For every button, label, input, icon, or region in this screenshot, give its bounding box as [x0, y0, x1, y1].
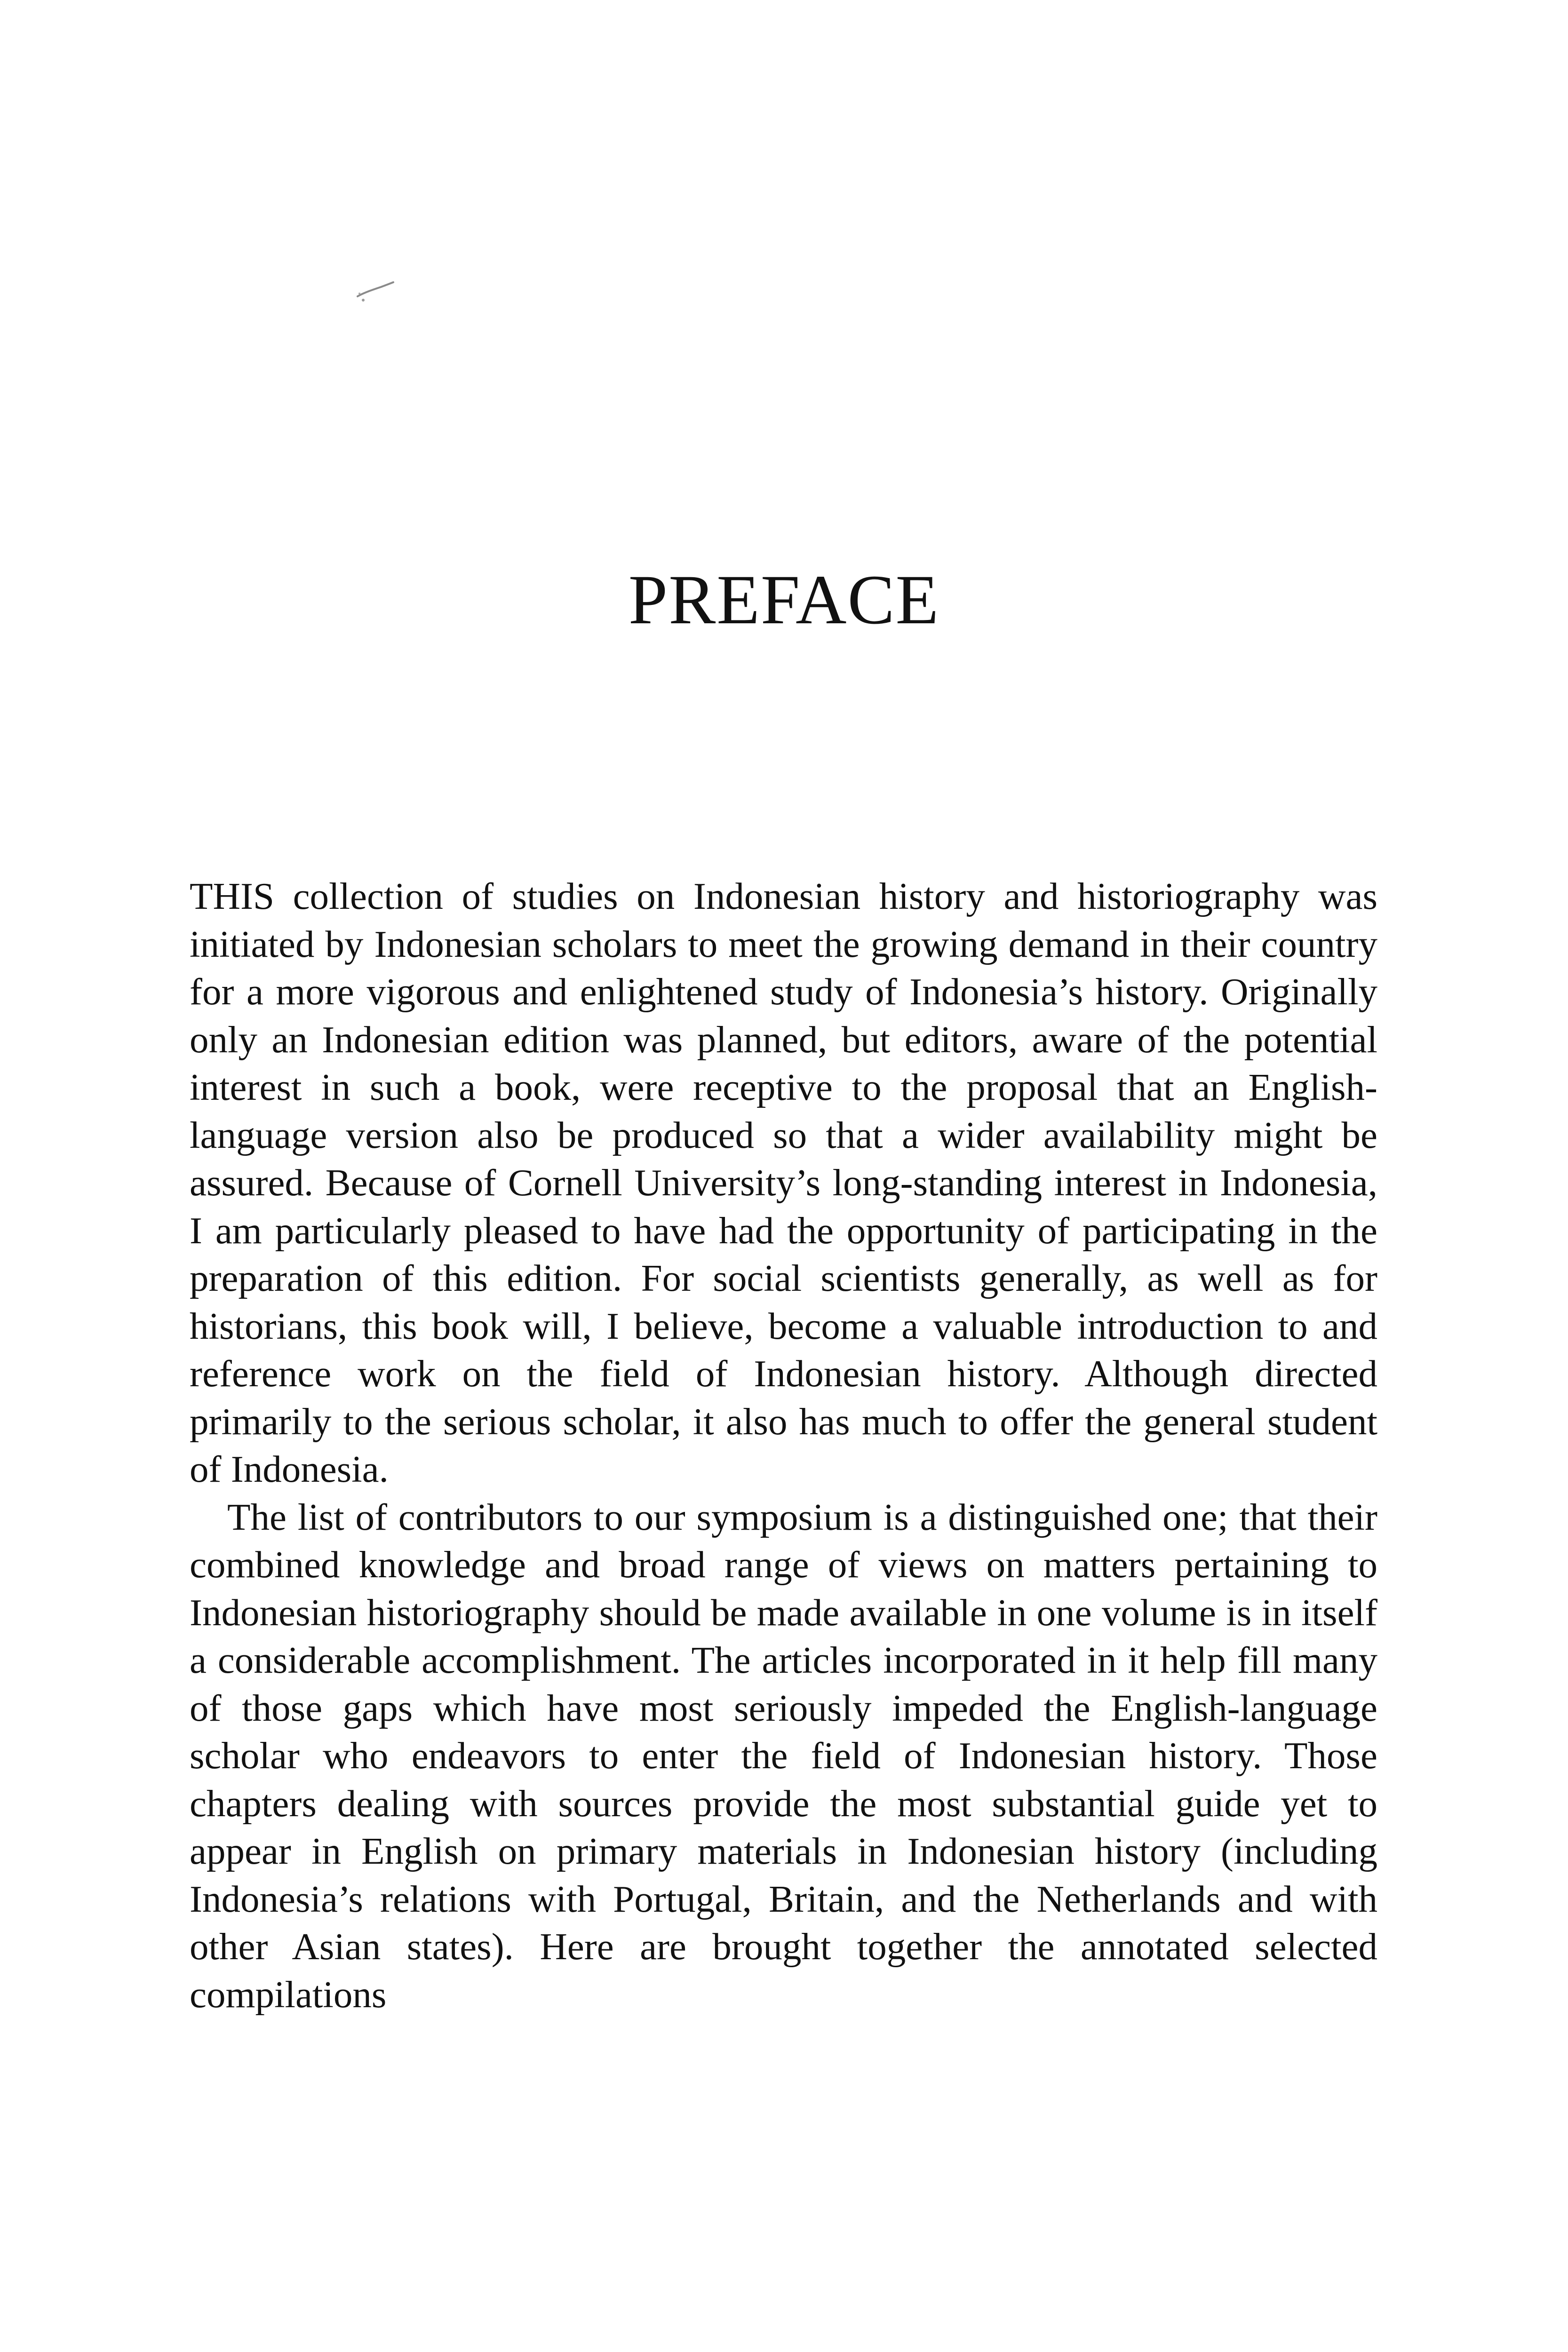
page-title: PREFACE — [628, 561, 940, 639]
paragraph-2: The list of contributors to our symposium is a distinguished one; that their combined knowledge and broad range of views on matters pertaining to Indonesian historiography should be made available in one volume is in itself a considerable accomplishment. The articles incorporated in it help fill many of those gaps which have most seriously impeded the English-language scholar who endeavors to enter the field of Indonesian history. Those chapters dealing with sources provide the most substantial guide yet to appear in English on primary materials in Indonesian history (including Indonesia’s relations with Portugal, Britain, and the Netherlands and with other Asian states). Here are brought together the annotated selected compilations — [190, 1495, 1377, 2016]
scan-speck-mark — [354, 276, 401, 304]
paragraph-1: THIS collection of studies on Indonesian history and historiography was initiated by Indonesian scholars to meet the growing demand in their country for a more vigorous and enlightened study of Indonesia’s history. Originally only an Indonesian edition was planned, but editors, aware of the potential interest in such a book, were receptive to the proposal that an English-language version also be produced so that a wider availability might be assured. Because of Cornell University’s long-standing interest in Indonesia, I am particularly pleased to have had the opportunity of participating in the preparation of this edition. For social scientists generally, as well as for historians, this book will, I believe, become a valuable introduction to and reference work on the field of Indonesian history. Although directed primarily to the serious scholar, it also has much to offer the general student of Indonesia. — [190, 875, 1377, 1490]
preface-body — [190, 873, 1377, 2018]
